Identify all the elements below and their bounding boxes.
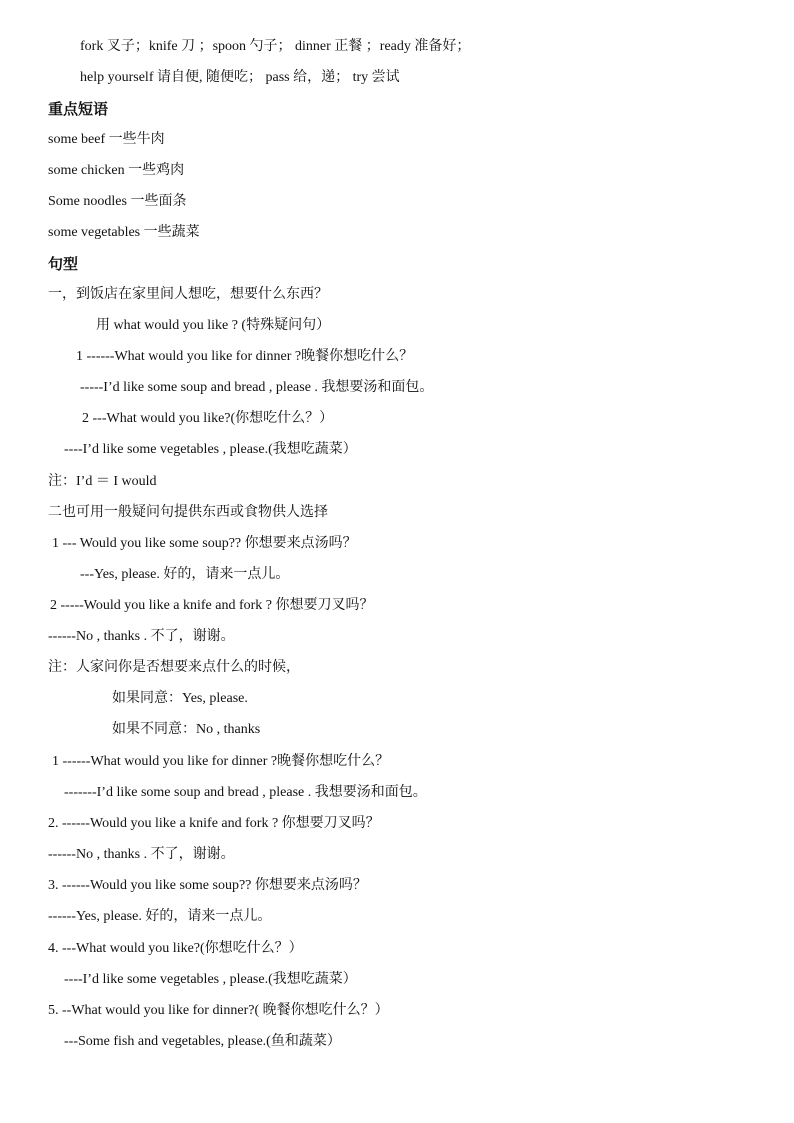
- exercise-line: 1 ------What would you like for dinner ?晚餐你想吃什么？: [52, 754, 390, 769]
- dialogue-line: 2 -----Would you like a knife and fork ? 你想要刀叉吗？: [50, 598, 374, 613]
- note-line: 注：I’d ＝ I would: [48, 474, 157, 489]
- dialogue-line: ------No , thanks . 不了，谢谢。: [48, 629, 235, 644]
- exercise-line: -------I’d like some soup and bread , please . 我想要汤和面包。: [64, 785, 427, 800]
- text-line: 一，到饭店在家里间人想吃，想要什么东西？: [48, 287, 328, 302]
- text-line: 用 what would you like ? (特殊疑问句）: [96, 318, 331, 333]
- exercise-line: 2. ------Would you like a knife and fork ? 你想要刀叉吗？: [48, 816, 380, 831]
- text-line: 二也可用一般疑问句提供东西或食物供人选择: [48, 505, 328, 520]
- phrase-line: Some noodles 一些面条: [48, 194, 187, 209]
- phrase-line: some beef 一些牛肉: [48, 132, 165, 147]
- phrase-line: some vegetables 一些蔬菜: [48, 225, 200, 240]
- dialogue-line: 2 ---What would you like?(你想吃什么？）: [82, 411, 334, 426]
- phrase-line: some chicken 一些鸡肉: [48, 163, 185, 178]
- exercise-line: ----I’d like some vegetables , please.(我想吃蔬菜）: [64, 972, 357, 987]
- note-line: 注：人家问你是否想要来点什么的时候，: [48, 660, 300, 675]
- dialogue-line: 1 ------What would you like for dinner ?晚餐你想吃什么？: [76, 349, 414, 364]
- dialogue-line: ---Yes, please. 好的，请来一点儿。: [80, 567, 290, 582]
- exercise-line: ------Yes, please. 好的，请来一点儿。: [48, 909, 272, 924]
- dialogue-line: 1 --- Would you like some soup?? 你想要来点汤吗？: [52, 536, 357, 551]
- exercise-line: 4. ---What would you like?(你想吃什么？）: [48, 941, 303, 956]
- section-heading-sentences: 句型: [48, 255, 79, 273]
- exercise-line: ---Some fish and vegetables, please.(鱼和蔬菜）: [64, 1034, 341, 1049]
- note-line: 如果同意：Yes, please.: [112, 691, 248, 706]
- vocab-line-1: fork 叉子；knife 刀 ；spoon 勺子； dinner 正餐 ；ready 准备好；: [80, 39, 471, 54]
- exercise-line: ------No , thanks . 不了，谢谢。: [48, 847, 235, 862]
- exercise-line: 5. --What would you like for dinner?( 晚餐你想吃什么？）: [48, 1003, 389, 1018]
- vocab-line-2: help yourself 请自便, 随便吃； pass 给，递； try 尝试: [80, 70, 400, 85]
- dialogue-line: ----I’d like some vegetables , please.(我想吃蔬菜）: [64, 442, 357, 457]
- section-heading-phrases: 重点短语: [48, 100, 109, 118]
- exercise-line: 3. ------Would you like some soup?? 你想要来点汤吗？: [48, 878, 367, 893]
- dialogue-line: -----I’d like some soup and bread , please . 我想要汤和面包。: [80, 380, 434, 395]
- note-line: 如果不同意：No , thanks: [112, 722, 261, 737]
